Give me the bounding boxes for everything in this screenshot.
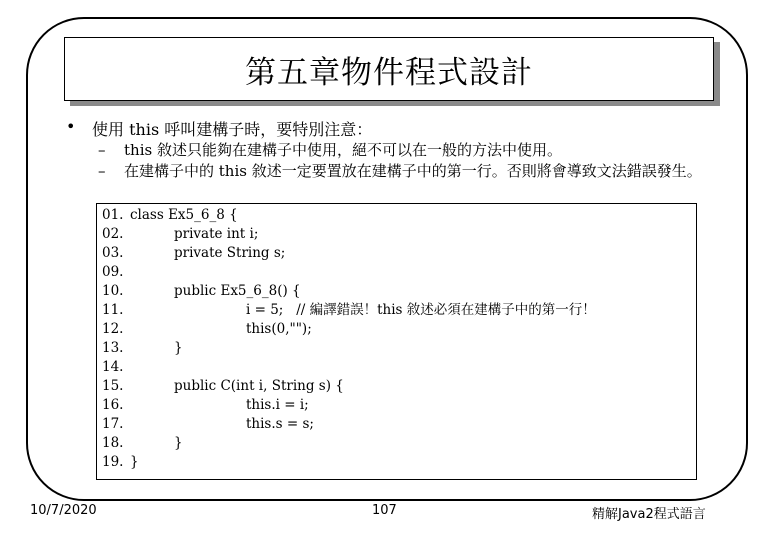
code-text: this(0,"");: [246, 321, 312, 337]
line-number: 16.: [102, 397, 124, 413]
code-line: [97, 225, 696, 244]
line-number: 14.: [102, 359, 124, 375]
line-number: 10.: [102, 283, 124, 299]
line-number: 18.: [102, 435, 124, 451]
code-line: [97, 358, 696, 377]
code-text: }: [130, 454, 139, 470]
code-line: [97, 206, 696, 225]
line-number: 03.: [102, 245, 124, 261]
line-number: 11.: [102, 302, 124, 318]
code-line: [97, 301, 696, 320]
code-text: public C(int i, String s) {: [174, 378, 344, 394]
bullet-icon: •: [66, 117, 76, 136]
footer-book-title: 精解Java2程式語言: [592, 507, 706, 522]
line-number: 15.: [102, 378, 124, 394]
code-text: private String s;: [174, 245, 286, 261]
code-line: [97, 320, 696, 339]
code-line: [97, 415, 696, 434]
code-line: [97, 339, 696, 358]
dash-icon: –: [98, 141, 106, 159]
code-text: this.s = s;: [246, 416, 314, 432]
code-text: this.i = i;: [246, 397, 309, 413]
sub-item: [98, 141, 562, 159]
code-line: [97, 377, 696, 396]
code-line: [97, 282, 696, 301]
footer-date: 10/7/2020: [30, 503, 97, 518]
code-text: }: [174, 435, 183, 451]
line-number: 19.: [102, 454, 124, 470]
code-line: [97, 263, 696, 282]
bullet-item: [66, 117, 372, 140]
code-line: [97, 453, 696, 472]
code-line: [97, 434, 696, 453]
slide-title: 第五章物件程式設計: [245, 54, 533, 91]
sub-item: [98, 162, 724, 180]
title-box: [64, 37, 714, 101]
bullet-text: 使用 this 呼叫建構子時，要特別注意：: [92, 120, 373, 139]
line-number: 02.: [102, 226, 124, 242]
code-line: [97, 396, 696, 415]
code-text: class Ex5_6_8 {: [130, 207, 238, 223]
line-number: 01.: [102, 207, 124, 223]
code-text: }: [174, 340, 183, 356]
sub-item-text: 在建構子中的 this 敘述一定要置放在建構子中的第一行。否則將會導致文法錯誤發生。: [124, 162, 702, 180]
dash-icon: –: [98, 162, 106, 180]
code-block: [96, 203, 697, 480]
footer-page-number: 107: [372, 503, 397, 518]
line-number: 17.: [102, 416, 124, 432]
line-number: 13.: [102, 340, 124, 356]
code-text: private int i;: [174, 226, 259, 242]
code-line: [97, 244, 696, 263]
line-number: 09.: [102, 264, 124, 280]
line-number: 12.: [102, 321, 124, 337]
code-text: public Ex5_6_8() {: [174, 283, 301, 299]
sub-item-text: this 敘述只能夠在建構子中使用，絕不可以在一般的方法中使用。: [124, 141, 562, 159]
code-text: i = 5; // 編譯錯誤！this 敘述必須在建構子中的第一行！: [246, 302, 596, 318]
